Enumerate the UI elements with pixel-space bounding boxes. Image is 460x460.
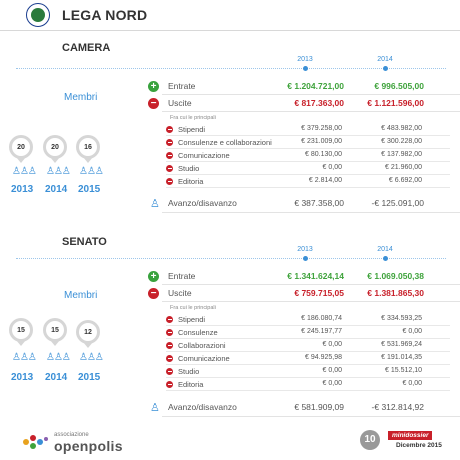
openpolis-brand: openpolis [54, 438, 123, 454]
camera-fra-label: Fra cui le principali [170, 115, 216, 121]
camera-avanzo-row: ♙ Avanzo/disavanzo € 387.358,00 -€ 125.091,00 [148, 197, 448, 211]
senato-item-row: Studio € 0,00 € 15.512,10 [166, 366, 456, 378]
minus-icon [166, 126, 173, 133]
senato-members-year-2014: 2014 [45, 372, 68, 383]
page-number: 10 [360, 430, 380, 450]
pin-tail [83, 342, 93, 348]
minus-icon: − [148, 288, 159, 299]
openpolis-logo-icon [20, 432, 50, 452]
party-name: LEGA NORD [62, 7, 148, 23]
camera-timeline [16, 68, 446, 69]
camera-members-year-2015: 2015 [78, 184, 101, 195]
pin-tail [16, 157, 26, 163]
senato-fra-label: Fra cui le principali [170, 305, 216, 311]
people-icon: ♙♙♙ [12, 352, 36, 363]
camera-title: CAMERA [62, 42, 111, 54]
person-icon: ♙ [150, 198, 160, 210]
people-icon: ♙♙♙ [46, 166, 70, 177]
senato-year-head-2014: 2014 [377, 246, 393, 253]
pin-tail [50, 340, 60, 346]
camera-year-head-2014: 2014 [377, 56, 393, 63]
people-icon: ♙♙♙ [12, 166, 36, 177]
senato-item-row: Consulenze € 245.197,77 € 0,00 [166, 327, 456, 339]
minus-icon [166, 316, 173, 323]
uscite-label: Uscite [168, 98, 192, 108]
senato-members-pin-2015: 12 [76, 320, 100, 344]
header [0, 0, 460, 30]
senato-item-row: Editoria € 0,00 € 0,00 [166, 379, 456, 391]
publication-date: Dicembre 2015 [396, 442, 442, 449]
uscite-2014: € 1.121.596,00 [367, 98, 424, 108]
minus-icon [166, 368, 173, 375]
camera-members-year-2014: 2014 [45, 184, 68, 195]
entrate-2014: € 996.505,00 [374, 81, 424, 91]
camera-dot-2013 [303, 66, 308, 71]
camera-item-row: Stipendi € 379.258,00 € 483.982,00 [166, 124, 456, 136]
camera-members-pin-2014: 20 [43, 135, 67, 159]
senato-members-pin-2014: 15 [43, 318, 67, 342]
camera-members-year-2013: 2013 [11, 184, 34, 195]
camera-members-pin-2015: 16 [76, 135, 100, 159]
camera-item-row: Editoria € 2.814,00 € 6.692,00 [166, 176, 456, 188]
senato-members-pin-2013: 15 [9, 318, 33, 342]
camera-uscite-row [148, 97, 448, 111]
camera-entrate-row [148, 80, 448, 94]
party-logo [26, 3, 50, 27]
people-icon: ♙♙♙ [79, 352, 103, 363]
uscite-2013: € 817.363,00 [294, 98, 344, 108]
senato-avanzo-row: ♙ Avanzo/disavanzo € 581.909,09 -€ 312.814,92 [148, 401, 448, 415]
camera-year-head-2013: 2013 [297, 56, 313, 63]
header-divider [0, 30, 460, 31]
pin-tail [16, 340, 26, 346]
entrate-label: Entrate [168, 81, 196, 91]
minus-icon [166, 355, 173, 362]
senato-year-head-2013: 2013 [297, 246, 313, 253]
camera-membri-label: Membri [64, 92, 98, 103]
minus-icon [166, 152, 173, 159]
camera-item-row: Comunicazione € 80.130,00 € 137.982,00 [166, 150, 456, 162]
senato-dot-2014 [383, 256, 388, 261]
senato-item-row: Stipendi € 186.080,74 € 334.593,25 [166, 314, 456, 326]
entrate-2013: € 1.204.721,00 [287, 81, 344, 91]
senato-uscite-row: − Uscite € 759.715,05 € 1.381.865,30 [148, 287, 448, 301]
series-badge: minidossier [388, 431, 432, 440]
footer [0, 424, 460, 460]
people-icon: ♙♙♙ [79, 166, 103, 177]
plus-icon: + [148, 271, 159, 282]
senato-timeline [16, 258, 446, 259]
senato-entrate-row: + Entrate € 1.341.624,14 € 1.069.050,38 [148, 270, 448, 284]
senato-title: SENATO [62, 236, 107, 248]
minus-icon [166, 165, 173, 172]
minus-icon [166, 381, 173, 388]
senato-members-year-2015: 2015 [78, 372, 101, 383]
pin-tail [83, 157, 93, 163]
minus-icon [166, 329, 173, 336]
minus-icon [166, 342, 173, 349]
camera-item-row: Studio € 0,00 € 21.960,00 [166, 163, 456, 175]
senato-dot-2013 [303, 256, 308, 261]
senato-item-row: Comunicazione € 94.925,98 € 191.014,35 [166, 353, 456, 365]
plus-icon: + [148, 81, 159, 92]
senato-membri-label: Membri [64, 290, 98, 301]
camera-members-pin-2013: 20 [9, 135, 33, 159]
minus-icon: − [148, 98, 159, 109]
camera-item-row: Consulenze e collaborazioni € 231.009,00 € 300.228,00 [166, 137, 456, 149]
person-icon: ♙ [150, 402, 160, 414]
pin-tail [50, 157, 60, 163]
openpolis-assoc: associazione [54, 432, 89, 438]
senato-item-row: Collaborazioni € 0,00 € 531.969,24 [166, 340, 456, 352]
people-icon: ♙♙♙ [46, 352, 70, 363]
minus-icon [166, 139, 173, 146]
minus-icon [166, 178, 173, 185]
senato-members-year-2013: 2013 [11, 372, 34, 383]
camera-dot-2014 [383, 66, 388, 71]
